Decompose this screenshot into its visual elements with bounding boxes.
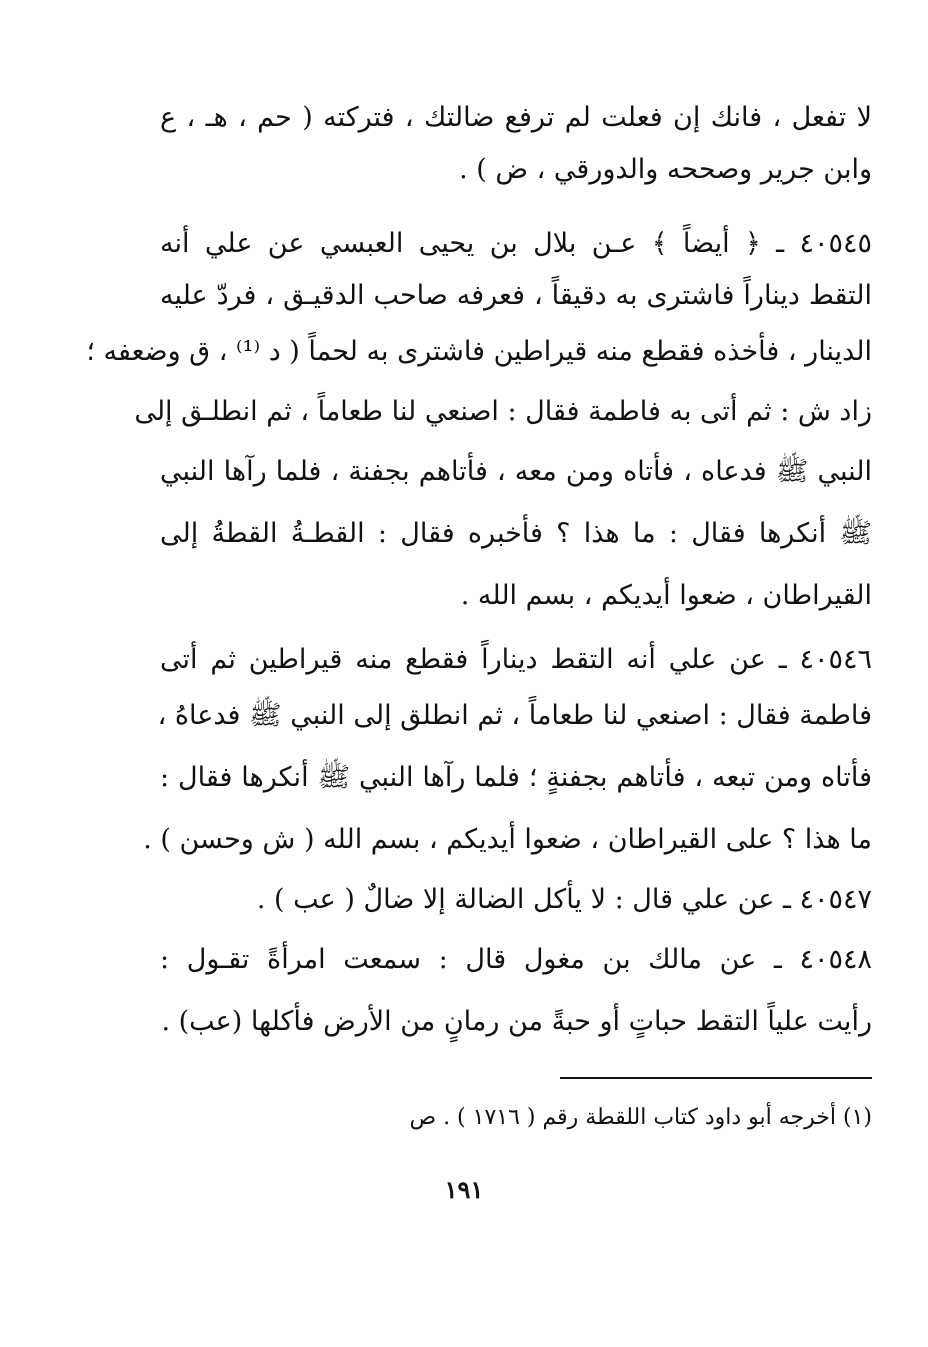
text-line: الدينار ، فأخذه فقطع منه قيراطين فاشترى به لحماً ( د ⁽¹⁾ ، ق وضعفه ؛ xyxy=(86,336,872,367)
text-line: ٤٠٥٤٨ ـ عن مالك بن مغول قال : سمعت امرأةً تقـول : xyxy=(160,944,872,975)
text-line: ٤٠٥٤٦ ـ عن علي أنه التقط ديناراً فقطع منه قيراطين ثم أتى xyxy=(160,644,872,675)
footnote-separator xyxy=(560,1077,872,1079)
text-line: التقط ديناراً فاشترى به دقيقاً ، فعرفه صاحب الدقيـق ، فردّ عليه xyxy=(160,280,872,311)
text-line: ٤٠٥٤٥ ـ ﴿ أيضاً ﴾ عـن بلال بن يحيى العبسي عن علي أنه xyxy=(160,228,872,259)
text-line: زاد ش : ثم أتى به فاطمة فقال : اصنعي لنا طعاماً ، ثم انطلـق إلى xyxy=(134,396,872,427)
text-line: وابن جرير وصححه والدورقي ، ض ) . xyxy=(459,154,872,185)
text-line: رأيت علياً التقط حباتٍ أو حبةً من رمانٍ من الأرض فأكلها (عب) . xyxy=(161,1006,872,1037)
footnote: (١) أخرجه أبو داود كتاب اللقطة رقم ( ١٧١٦ ) . ص xyxy=(409,1105,872,1130)
text-line: ﷺ أنكرها فقال : ما هذا ؟ فأخبره فقال : القطـةُ القطةُ إلى xyxy=(160,518,872,549)
page-number: ١٩١ xyxy=(444,1175,484,1204)
text-line: فاطمة فقال : اصنعي لنا طعاماً ، ثم انطلق إلى النبي ﷺ فدعاهُ ، xyxy=(157,700,872,731)
text-line: النبي ﷺ فدعاه ، فأتاه ومن معه ، فأتاهم بجفنة ، فلما رآها النبي xyxy=(160,456,872,487)
text-line: القيراطان ، ضعوا أيديكم ، بسم الله . xyxy=(460,580,872,611)
text-line: لا تفعل ، فانك إن فعلت لم ترفع ضالتك ، فتركته ( حم ، هـ ، ع xyxy=(160,102,872,133)
text-line: ٤٠٥٤٧ ـ عن علي قال : لا يأكل الضالة إلا ضالٌ ( عب ) . xyxy=(256,884,872,915)
text-line: فأتاه ومن تبعه ، فأتاهم بجفنةٍ ؛ فلما رآها النبي ﷺ أنكرها فقال : xyxy=(160,762,872,793)
text-line: ما هذا ؟ على القيراطان ، ضعوا أيديكم ، بسم الله ( ش وحسن ) . xyxy=(143,824,872,855)
